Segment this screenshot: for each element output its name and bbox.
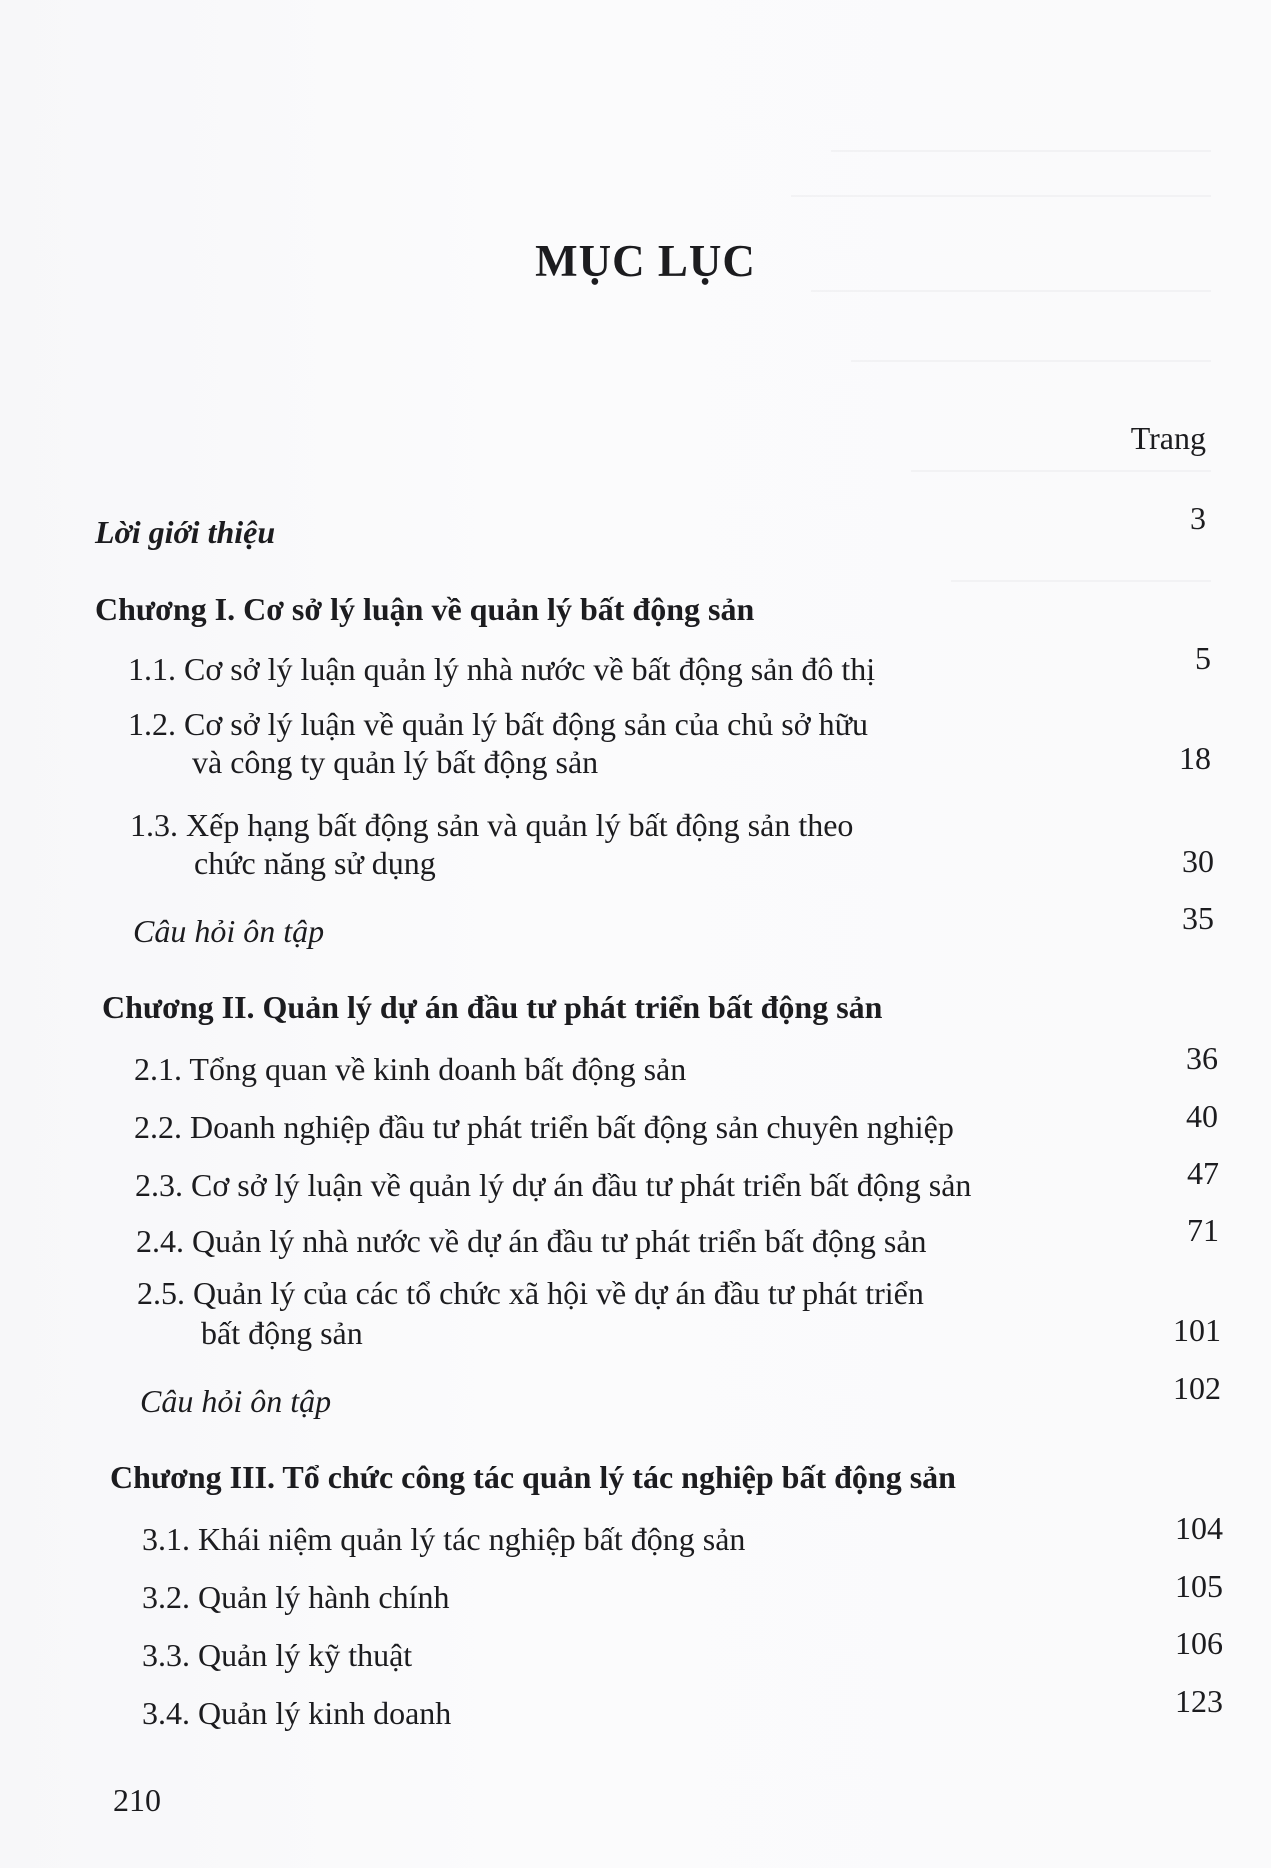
toc-entry-text: 3.1. Khái niệm quản lý tác nghiệp bất động sản [142, 1521, 746, 1557]
toc-page-1-2: 18 [1179, 740, 1211, 776]
toc-entry-text: 3.4. Quản lý kinh doanh [142, 1695, 452, 1731]
toc-page-2-3: 47 [1187, 1155, 1219, 1191]
toc-entry-text: 2.3. Cơ sở lý luận về quản lý dự án đầu tư phát triển bất động sản [135, 1167, 972, 1203]
toc-page-2-1: 36 [1186, 1040, 1218, 1076]
toc-page-3-4: 123 [1175, 1683, 1223, 1719]
chapter-1-title: Chương I. Cơ sở lý luận về quản lý bất động sản [95, 591, 755, 627]
toc-page-1-1: 5 [1195, 640, 1211, 676]
toc-entry-3-4 [142, 1694, 451, 1732]
review-page-1: 35 [1182, 900, 1214, 936]
toc-entry-text: 2.2. Doanh nghiệp đầu tư phát triển bất động sản chuyên nghiệp [134, 1109, 954, 1145]
page-title: MỤC LỤC [535, 236, 756, 286]
toc-page-2-2: 40 [1186, 1098, 1218, 1134]
toc-entry-2-3 [135, 1166, 971, 1204]
bleed-through-line [831, 150, 1211, 152]
review-questions-1: Câu hỏi ôn tập [133, 913, 325, 949]
toc-page-3-3: 106 [1175, 1625, 1223, 1661]
bleed-through-line [911, 470, 1211, 472]
toc-entry-1-1 [128, 650, 875, 688]
toc-entry-2-5 [137, 1274, 924, 1352]
toc-page-3-1: 104 [1175, 1510, 1223, 1546]
review-page-2: 102 [1173, 1370, 1221, 1406]
review-questions-2: Câu hỏi ôn tập [140, 1383, 332, 1419]
chapter-3-title: Chương III. Tổ chức công tác quản lý tác nghiệp bất động sản [110, 1459, 956, 1495]
toc-page-1-3: 30 [1182, 843, 1214, 879]
toc-entry-1-3 [130, 806, 853, 882]
footer-page-number: 210 [113, 1782, 161, 1818]
intro-page: 3 [1190, 500, 1206, 536]
toc-entry-text: 2.5. Quản lý của các tổ chức xã hội về dự án đầu tư phát triển [137, 1275, 924, 1311]
toc-entry-continuation: chức năng sử dụng [194, 845, 436, 881]
toc-entry-text: 2.4. Quản lý nhà nước về dự án đầu tư phát triển bất động sản [136, 1223, 927, 1259]
toc-entry-text: 3.3. Quản lý kỹ thuật [142, 1637, 413, 1673]
toc-page-2-5: 101 [1173, 1312, 1221, 1348]
toc-entry-3-1 [142, 1520, 745, 1558]
toc-entry-1-2 [128, 705, 868, 781]
toc-entry-3-3 [142, 1636, 412, 1674]
bleed-through-line [811, 290, 1211, 292]
intro-entry: Lời giới thiệu [95, 514, 276, 550]
bleed-through-line [791, 195, 1211, 197]
toc-entry-2-2 [134, 1108, 954, 1146]
toc-entry-3-2 [142, 1578, 450, 1616]
toc-entry-2-1 [134, 1050, 686, 1088]
toc-entry-text: 1.3. Xếp hạng bất động sản và quản lý bất động sản theo [130, 807, 854, 843]
toc-entry-2-4 [136, 1222, 927, 1260]
toc-entry-text: 2.1. Tổng quan về kinh doanh bất động sản [134, 1051, 687, 1087]
toc-entry-text: 1.2. Cơ sở lý luận về quản lý bất động sản của chủ sở hữu [128, 706, 868, 742]
toc-entry-continuation: bất động sản [201, 1315, 363, 1351]
toc-entry-text: 1.1. Cơ sở lý luận quản lý nhà nước về bất động sản đô thị [128, 651, 876, 687]
chapter-2-title: Chương II. Quản lý dự án đầu tư phát triển bất động sản [102, 989, 883, 1025]
bleed-through-line [851, 360, 1211, 362]
toc-entry-continuation: và công ty quản lý bất động sản [192, 744, 599, 780]
toc-entry-text: 3.2. Quản lý hành chính [142, 1579, 450, 1615]
toc-page-2-4: 71 [1187, 1212, 1219, 1248]
bleed-through-line [951, 580, 1211, 582]
page-column-label: Trang [1130, 420, 1206, 456]
toc-page-3-2: 105 [1175, 1568, 1223, 1604]
